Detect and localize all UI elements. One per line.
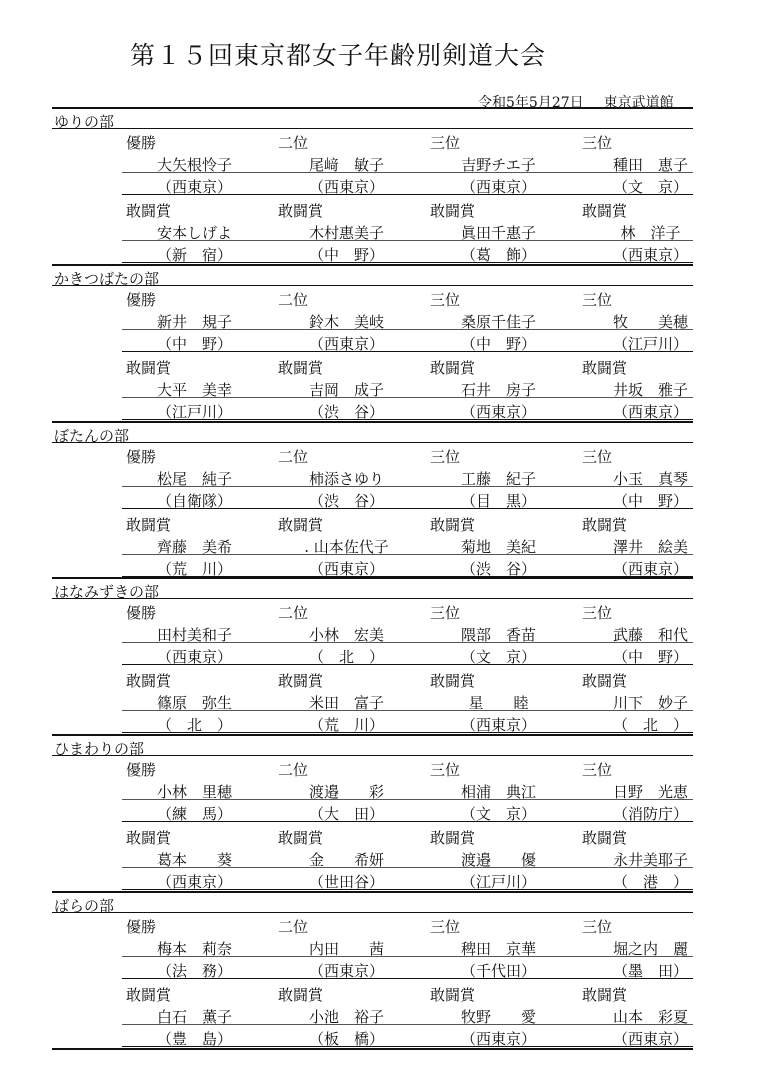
award-label: 二位: [278, 290, 309, 309]
winner-name-row: [122, 778, 693, 800]
fighting-spirit-name: 川下 妙子: [612, 694, 688, 713]
winner-team: （文 京）: [460, 648, 536, 667]
fighting-spirit-team: （世田谷）: [308, 873, 384, 892]
fighting-spirit-label: 敢闘賞: [278, 202, 324, 220]
fighting-spirit-team: （西東京）: [612, 402, 688, 421]
winner-team: （渋 谷）: [308, 491, 384, 510]
fighting-spirit-team-row: [122, 398, 693, 420]
fighting-spirit-label: 敢闘賞: [430, 672, 476, 691]
fighting-spirit-name-row: [122, 846, 693, 868]
award-label: 優勝: [126, 447, 157, 466]
fighting-spirit-team: （西東京）: [460, 1029, 536, 1048]
winner-team: （西東京）: [460, 178, 536, 196]
fighting-spirit-name: 安本しげよ: [156, 224, 232, 242]
fighting-spirit-team: （荒 川）: [156, 559, 232, 578]
winner-name-row: [122, 621, 693, 643]
winner-name: 稗田 京華: [460, 939, 536, 958]
fighting-spirit-name: 山本 彩夏: [612, 1007, 688, 1026]
event-date: 令和5年5月27日: [478, 95, 584, 111]
fighting-spirit-name-row: [122, 1003, 693, 1025]
fighting-spirit-label-row: [122, 354, 693, 376]
winner-name: 種田 恵子: [612, 156, 688, 174]
winner-name: 新井 規子: [156, 312, 232, 331]
winner-name: 小林 里穂: [156, 783, 232, 802]
fighting-spirit-name: 井坂 雅子: [612, 380, 688, 399]
fighting-spirit-label-row: [122, 197, 693, 219]
fighting-spirit-label: 敢闘賞: [278, 985, 324, 1004]
fighting-spirit-team: （渋 谷）: [308, 402, 384, 421]
fighting-spirit-label-row: [122, 667, 693, 689]
fighting-spirit-team-row: [122, 711, 693, 733]
winner-name: 大矢根怜子: [156, 156, 232, 174]
winner-name-row: [122, 308, 693, 330]
fighting-spirit-name: 白石 薫子: [156, 1007, 232, 1026]
fighting-spirit-label: 敢闘賞: [278, 515, 324, 534]
winner-team: （墨 田）: [612, 961, 688, 980]
award-label: 三位: [582, 761, 613, 780]
fighting-spirit-name: 吉岡 成子: [308, 380, 384, 399]
fighting-spirit-name-row: [122, 533, 693, 555]
fighting-spirit-team-row: [122, 241, 693, 263]
fighting-spirit-label: 敢闘賞: [126, 202, 172, 220]
fighting-spirit-label: 敢闘賞: [430, 829, 476, 848]
winner-team: （西東京）: [156, 178, 232, 196]
winner-name: 柿添さゆり: [308, 469, 384, 488]
fighting-spirit-name: 齊藤 美希: [156, 537, 232, 556]
fighting-spirit-name: 木村惠美子: [308, 224, 384, 242]
winner-name: 梅本 莉奈: [156, 939, 232, 958]
fighting-spirit-name: 大平 美幸: [156, 380, 232, 399]
fighting-spirit-team: （板 橋）: [308, 1029, 384, 1048]
fighting-spirit-name: . 山本佐代子: [304, 537, 389, 556]
fighting-spirit-team: （江戸川）: [460, 873, 536, 892]
fighting-spirit-name: 眞田千惠子: [460, 224, 536, 242]
winner-name-row: [122, 151, 693, 173]
division-header: [52, 577, 693, 602]
division-name: ばらの部: [54, 896, 115, 915]
fighting-spirit-name: 星 睦: [468, 694, 529, 713]
division-header: [52, 734, 693, 759]
fighting-spirit-team: （西東京）: [612, 559, 688, 578]
fighting-spirit-name: 渡邉 優: [460, 851, 536, 870]
winner-name: 堀之内 麗: [612, 939, 688, 958]
fighting-spirit-name: 葛本 葵: [156, 851, 232, 870]
award-label: 二位: [278, 134, 309, 152]
fighting-spirit-team: （西東京）: [156, 873, 232, 892]
division-section: [52, 421, 693, 578]
bottom-rule: [52, 1048, 693, 1050]
results-list: [52, 107, 693, 1048]
winner-name: 工藤 紀子: [460, 469, 536, 488]
award-label: 三位: [582, 604, 613, 623]
award-label: 三位: [430, 447, 461, 466]
division-name: ぼたんの部: [54, 426, 130, 445]
winner-name: 小玉 真琴: [612, 469, 688, 488]
fighting-spirit-name-row: [122, 689, 693, 711]
fighting-spirit-name: 菊地 美紀: [460, 537, 536, 556]
award-label: 二位: [278, 447, 309, 466]
fighting-spirit-team: （ 港 ）: [612, 873, 688, 892]
fighting-spirit-team: （葛 飾）: [460, 246, 536, 264]
award-label: 三位: [430, 604, 461, 623]
fighting-spirit-label: 敢闘賞: [126, 829, 172, 848]
fighting-spirit-label: 敢闘賞: [582, 202, 628, 220]
fighting-spirit-name-row: [122, 219, 693, 241]
winner-team: （中 野）: [156, 334, 232, 353]
fighting-spirit-team: （渋 谷）: [460, 559, 536, 578]
fighting-spirit-name: 米田 富子: [308, 694, 384, 713]
award-label: 三位: [582, 290, 613, 309]
award-label-row: [122, 599, 693, 621]
fighting-spirit-name: 永井美耶子: [612, 851, 688, 870]
winner-team: （西東京）: [308, 178, 384, 196]
winner-team: （目 黒）: [460, 491, 536, 510]
winner-name: 桑原千佳子: [460, 312, 536, 331]
award-label: 二位: [278, 917, 309, 936]
winner-team: （中 野）: [612, 491, 688, 510]
award-label: 二位: [278, 761, 309, 780]
winner-team: （自衛隊）: [156, 491, 232, 510]
winner-name: 渡邉 彩: [308, 783, 384, 802]
fighting-spirit-label-row: [122, 981, 693, 1003]
fighting-spirit-label: 敢闘賞: [126, 672, 172, 691]
winner-name: 牧 美穂: [612, 312, 688, 331]
fighting-spirit-label: 敢闘賞: [582, 829, 628, 848]
winner-team-row: [122, 643, 693, 665]
winner-name: 内田 茜: [308, 939, 384, 958]
winner-name: 隈部 香苗: [460, 626, 536, 645]
winner-team: （法 務）: [156, 961, 232, 980]
award-label: 優勝: [126, 604, 157, 623]
division-section: [52, 264, 693, 421]
winner-team-row: [122, 330, 693, 352]
winner-team: （西東京）: [156, 648, 232, 667]
award-label: 三位: [582, 447, 613, 466]
winner-team-row: [122, 800, 693, 822]
fighting-spirit-team-row: [122, 555, 693, 577]
fighting-spirit-name: 石井 房子: [460, 380, 536, 399]
winner-team: （西東京）: [308, 334, 384, 353]
award-label: 三位: [430, 290, 461, 309]
division-section: [52, 577, 693, 734]
division-section: [52, 734, 693, 891]
award-label-row: [122, 756, 693, 778]
award-label: 優勝: [126, 917, 157, 936]
fighting-spirit-label: 敢闘賞: [430, 202, 476, 220]
event-venue: 東京武道館: [603, 95, 674, 111]
winner-team: （中 野）: [460, 334, 536, 353]
page-title: 第１５回東京都女子年齢別剣道大会: [130, 41, 547, 70]
winner-name: 相浦 典江: [460, 783, 536, 802]
division-name: ひまわりの部: [54, 740, 145, 759]
division-header: [52, 421, 693, 443]
fighting-spirit-team: （西東京）: [308, 559, 384, 578]
winner-name: 小林 宏美: [308, 626, 384, 645]
fighting-spirit-team: （荒 川）: [308, 716, 384, 735]
award-label: 優勝: [126, 134, 157, 152]
winner-team: （西東京）: [308, 961, 384, 980]
division-name: ゆりの部: [54, 113, 115, 131]
division-name: はなみずきの部: [54, 583, 160, 602]
fighting-spirit-name: 林 洋子: [620, 224, 681, 242]
fighting-spirit-team: （豊 島）: [156, 1029, 232, 1048]
division-header: [52, 264, 693, 286]
award-label: 三位: [582, 134, 613, 152]
division-header: [52, 891, 693, 913]
fighting-spirit-team: （西東京）: [612, 246, 688, 264]
fighting-spirit-label: 敢闘賞: [278, 358, 324, 377]
fighting-spirit-name: 金 希妍: [308, 851, 384, 870]
fighting-spirit-team-row: [122, 868, 693, 890]
winner-name: 武藤 和代: [612, 626, 688, 645]
fighting-spirit-label: 敢闘賞: [430, 358, 476, 377]
winner-name: 田村美和子: [156, 626, 232, 645]
winner-team-row: [122, 487, 693, 509]
division-section: [52, 891, 693, 1048]
fighting-spirit-team: （西東京）: [612, 1029, 688, 1048]
winner-name: 日野 光恵: [612, 783, 688, 802]
fighting-spirit-team: （西東京）: [460, 402, 536, 421]
winner-team: （文 京）: [612, 178, 688, 196]
fighting-spirit-label: 敢闘賞: [582, 515, 628, 534]
winner-name: 松尾 純子: [156, 469, 232, 488]
fighting-spirit-name-row: [122, 376, 693, 398]
fighting-spirit-label: 敢闘賞: [582, 358, 628, 377]
fighting-spirit-label: 敢闘賞: [430, 515, 476, 534]
division-section: [52, 107, 693, 264]
winner-team: （千代田）: [460, 961, 536, 980]
division-header: [52, 107, 693, 129]
fighting-spirit-label: 敢闘賞: [278, 829, 324, 848]
award-label-row: [122, 129, 693, 151]
fighting-spirit-label: 敢闘賞: [126, 358, 172, 377]
winner-team-row: [122, 957, 693, 979]
award-label: 三位: [582, 917, 613, 936]
fighting-spirit-label: 敢闘賞: [278, 672, 324, 691]
award-label: 三位: [430, 917, 461, 936]
fighting-spirit-team: （中 野）: [308, 246, 384, 264]
award-label-row: [122, 286, 693, 308]
winner-team: （ 北 ）: [308, 648, 384, 667]
winner-team: （練 馬）: [156, 805, 232, 824]
division-name: かきつばたの部: [54, 269, 160, 288]
fighting-spirit-label: 敢闘賞: [126, 985, 172, 1004]
winner-name-row: [122, 935, 693, 957]
award-label: 優勝: [126, 290, 157, 309]
award-label: 三位: [430, 134, 461, 152]
fighting-spirit-label: 敢闘賞: [582, 672, 628, 691]
fighting-spirit-name: 小池 裕子: [308, 1007, 384, 1026]
fighting-spirit-label: 敢闘賞: [582, 985, 628, 1004]
fighting-spirit-team: （ 北 ）: [156, 716, 232, 735]
fighting-spirit-label-row: [122, 511, 693, 533]
winner-name: 鈴木 美岐: [308, 312, 384, 331]
fighting-spirit-label: 敢闘賞: [126, 515, 172, 534]
winner-team: （大 田）: [308, 805, 384, 824]
fighting-spirit-label-row: [122, 824, 693, 846]
fighting-spirit-label: 敢闘賞: [430, 985, 476, 1004]
winner-name: 吉野チエ子: [461, 156, 536, 174]
award-label: 二位: [278, 604, 309, 623]
fighting-spirit-team: （ 北 ）: [612, 716, 688, 735]
award-label-row: [122, 913, 693, 935]
winner-name: 尾﨑 敏子: [308, 156, 384, 174]
fighting-spirit-name: 澤井 絵美: [612, 537, 688, 556]
winner-team: （文 京）: [460, 805, 536, 824]
winner-team: （江戸川）: [612, 334, 688, 353]
award-label-row: [122, 443, 693, 465]
fighting-spirit-team-row: [122, 1025, 693, 1047]
award-label: 三位: [430, 761, 461, 780]
fighting-spirit-team: （新 宿）: [156, 246, 232, 264]
fighting-spirit-name: 篠原 弥生: [156, 694, 232, 713]
winner-team: （消防庁）: [612, 805, 688, 824]
award-label: 優勝: [126, 761, 157, 780]
fighting-spirit-name: 牧野 愛: [460, 1007, 536, 1026]
fighting-spirit-team: （西東京）: [460, 716, 536, 735]
fighting-spirit-team: （江戸川）: [156, 402, 232, 421]
winner-name-row: [122, 465, 693, 487]
winner-team: （中 野）: [612, 648, 688, 667]
winner-team-row: [122, 173, 693, 195]
